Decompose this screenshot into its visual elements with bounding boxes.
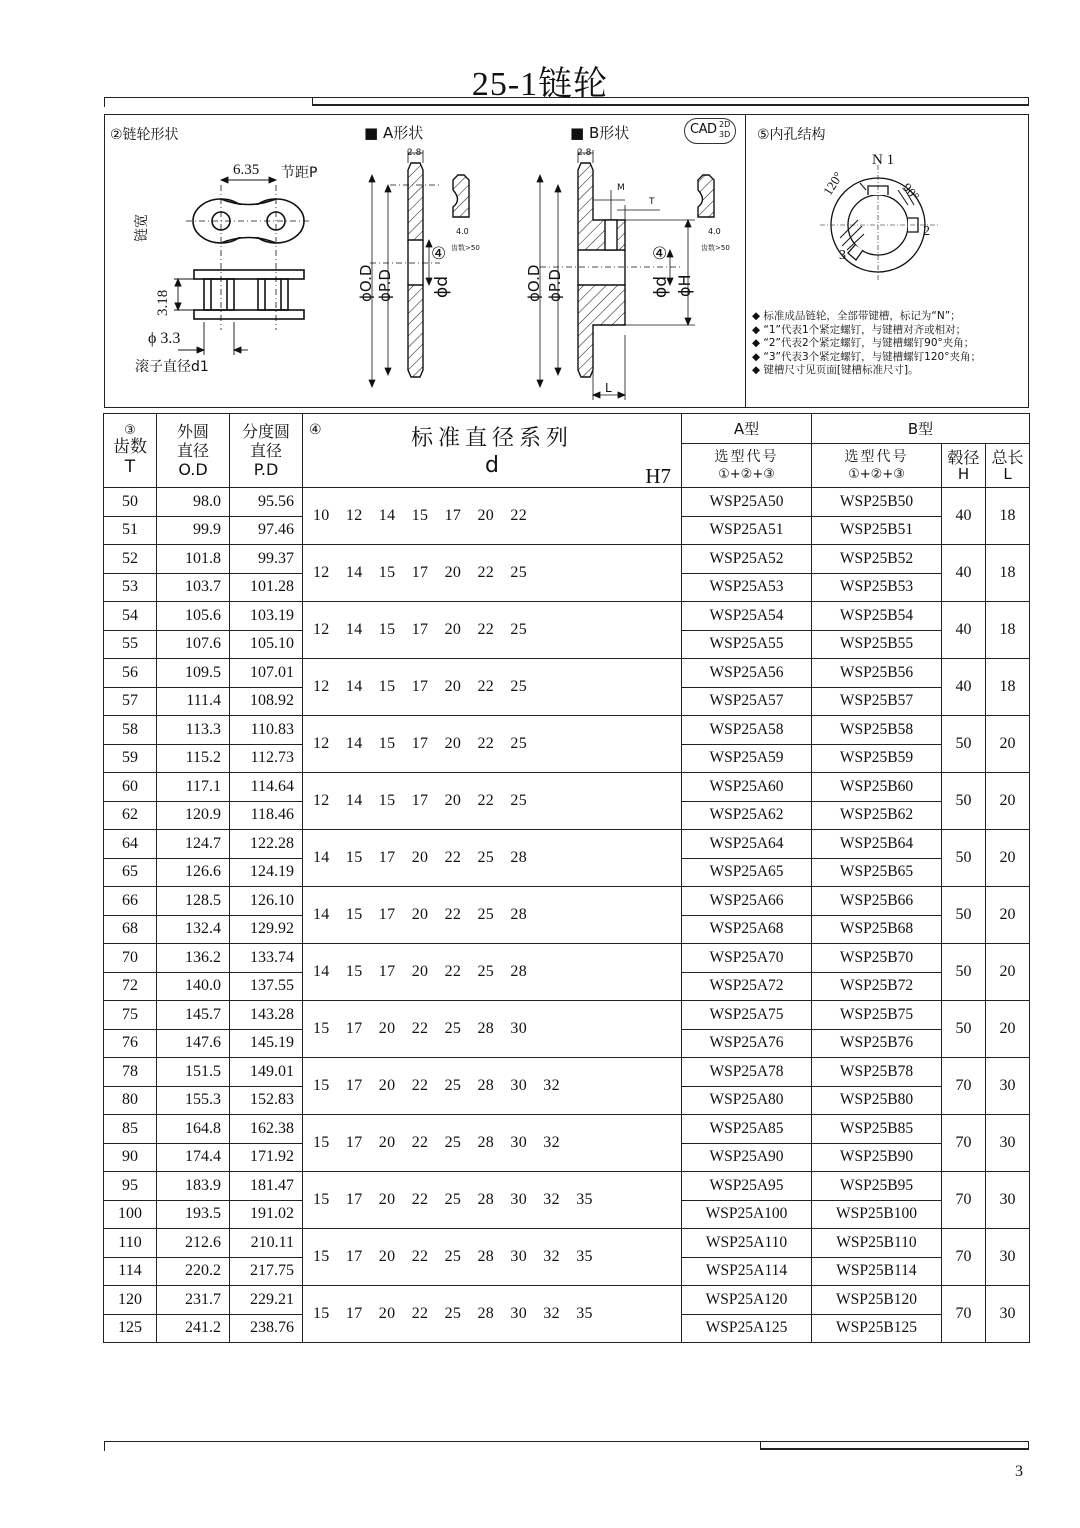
b-code-cell: WSP25B51 xyxy=(812,516,942,545)
page-number: 3 xyxy=(1015,1463,1023,1480)
bore-angle-120: 120° xyxy=(820,169,846,198)
bore-notes xyxy=(752,310,981,378)
roller-diameter-value: ϕ 3.3 xyxy=(148,330,181,347)
b-code-cell: WSP25B68 xyxy=(812,915,942,944)
pd-cell: 97.46 xyxy=(230,516,303,545)
pitch-value: 6.35 xyxy=(233,162,260,178)
a-code-cell: WSP25A114 xyxy=(682,1257,812,1286)
b-code-cell: WSP25B54 xyxy=(812,602,942,631)
pd-cell: 112.73 xyxy=(230,744,303,773)
cad-badge-3d: 3D xyxy=(719,130,731,139)
pd-cell: 229.21 xyxy=(230,1286,303,1315)
shape-b-l: L xyxy=(605,381,612,395)
a-code-cell: WSP25A125 xyxy=(682,1314,812,1343)
pd-cell: 126.10 xyxy=(230,887,303,916)
b-code-cell: WSP25B64 xyxy=(812,830,942,859)
chain-width-label: 链宽 xyxy=(134,214,150,242)
header-teeth-label: 齿数 xyxy=(113,437,147,457)
table-row xyxy=(104,944,1030,973)
od-cell: 103.7 xyxy=(157,573,230,602)
teeth-cell: 70 xyxy=(104,944,157,973)
od-cell: 212.6 xyxy=(157,1229,230,1258)
b-code-cell: WSP25B60 xyxy=(812,773,942,802)
header-a-code xyxy=(682,444,812,488)
od-cell: 140.0 xyxy=(157,972,230,1001)
teeth-cell: 68 xyxy=(104,915,157,944)
shape-a-bore: ϕd xyxy=(432,275,452,298)
table-row xyxy=(104,488,1030,517)
bore-series-cell: 12 14 15 17 20 22 25 xyxy=(303,716,682,773)
header-b-code-formula: ①+②+③ xyxy=(848,466,905,482)
table-row xyxy=(104,1001,1030,1030)
hub-cell: 50 xyxy=(942,1001,986,1058)
b-code-cell: WSP25B52 xyxy=(812,545,942,574)
b-code-cell: WSP25B85 xyxy=(812,1115,942,1144)
od-cell: 145.7 xyxy=(157,1001,230,1030)
length-cell: 18 xyxy=(986,602,1030,659)
table-row xyxy=(104,659,1030,688)
shape-b-tooth-note: 齿数>50 xyxy=(701,244,730,252)
pd-cell: 118.46 xyxy=(230,801,303,830)
length-cell: 18 xyxy=(986,545,1030,602)
section2-label: ②链轮形状 xyxy=(110,127,179,143)
shape-a-circle4: ④ xyxy=(431,244,447,264)
od-cell: 124.7 xyxy=(157,830,230,859)
a-code-cell: WSP25A78 xyxy=(682,1058,812,1087)
shape-a-label: ■ A形状 xyxy=(364,124,424,142)
shape-b-pd: ϕP.D xyxy=(546,269,564,302)
note-line: ◆ “1”代表1个紧定螺钉，与键槽对齐或相对； xyxy=(752,323,967,336)
header-od-sym: O.D xyxy=(178,460,208,479)
header-teeth xyxy=(104,414,157,488)
teeth-cell: 78 xyxy=(104,1058,157,1087)
b-code-cell: WSP25B70 xyxy=(812,944,942,973)
cad-badge-2d: 2D xyxy=(719,120,731,129)
a-code-cell: WSP25A64 xyxy=(682,830,812,859)
pd-cell: 107.01 xyxy=(230,659,303,688)
figure-panel-divider xyxy=(745,114,746,408)
pd-cell: 217.75 xyxy=(230,1257,303,1286)
b-code-cell: WSP25B65 xyxy=(812,858,942,887)
pd-cell: 110.83 xyxy=(230,716,303,745)
table-row xyxy=(104,887,1030,916)
teeth-cell: 59 xyxy=(104,744,157,773)
teeth-cell: 110 xyxy=(104,1229,157,1258)
shape-b-thickness: 2.8 xyxy=(577,148,592,158)
a-code-cell: WSP25A65 xyxy=(682,858,812,887)
od-cell: 126.6 xyxy=(157,858,230,887)
b-code-cell: WSP25B50 xyxy=(812,488,942,517)
pd-cell: 114.64 xyxy=(230,773,303,802)
b-code-cell: WSP25B120 xyxy=(812,1286,942,1315)
shape-b-bore: ϕd xyxy=(651,275,671,298)
od-cell: 111.4 xyxy=(157,687,230,716)
pd-cell: 122.28 xyxy=(230,830,303,859)
od-cell: 220.2 xyxy=(157,1257,230,1286)
length-cell: 20 xyxy=(986,887,1030,944)
a-code-cell: WSP25A100 xyxy=(682,1200,812,1229)
header-pd-sym: P.D xyxy=(253,460,279,479)
teeth-cell: 55 xyxy=(104,630,157,659)
pd-cell: 124.19 xyxy=(230,858,303,887)
hub-cell: 40 xyxy=(942,659,986,716)
bore-structure-drawing xyxy=(800,150,950,280)
length-cell: 30 xyxy=(986,1058,1030,1115)
header-len xyxy=(986,444,1030,488)
od-cell: 155.3 xyxy=(157,1086,230,1115)
page-title: 25-1链轮 xyxy=(471,66,609,103)
b-code-cell: WSP25B75 xyxy=(812,1001,942,1030)
hub-cell: 70 xyxy=(942,1115,986,1172)
a-code-cell: WSP25A52 xyxy=(682,545,812,574)
od-cell: 164.8 xyxy=(157,1115,230,1144)
length-cell: 20 xyxy=(986,716,1030,773)
teeth-cell: 72 xyxy=(104,972,157,1001)
length-cell: 18 xyxy=(986,659,1030,716)
cad-badge-text: CAD xyxy=(690,122,717,137)
bore-n2: 2 xyxy=(923,224,930,239)
a-code-cell: WSP25A110 xyxy=(682,1229,812,1258)
a-code-cell: WSP25A80 xyxy=(682,1086,812,1115)
a-code-cell: WSP25A85 xyxy=(682,1115,812,1144)
shape-b-circle4: ④ xyxy=(652,244,668,264)
b-code-cell: WSP25B90 xyxy=(812,1143,942,1172)
b-code-cell: WSP25B56 xyxy=(812,659,942,688)
table-row xyxy=(104,1115,1030,1144)
bore-series-cell: 15 17 20 22 25 28 30 32 xyxy=(303,1115,682,1172)
a-code-cell: WSP25A120 xyxy=(682,1286,812,1315)
od-cell: 151.5 xyxy=(157,1058,230,1087)
pd-cell: 133.74 xyxy=(230,944,303,973)
shape-a-od: ϕO.D xyxy=(357,264,375,302)
length-cell: 30 xyxy=(986,1172,1030,1229)
pd-cell: 99.37 xyxy=(230,545,303,574)
b-code-cell: WSP25B80 xyxy=(812,1086,942,1115)
od-cell: 136.2 xyxy=(157,944,230,973)
hub-cell: 40 xyxy=(942,602,986,659)
header-rule-tick xyxy=(104,97,105,107)
teeth-cell: 56 xyxy=(104,659,157,688)
roller-diameter-label: 滚子直径d1 xyxy=(135,359,209,375)
pd-cell: 101.28 xyxy=(230,573,303,602)
header-teeth-circle: ③ xyxy=(124,423,136,438)
pd-cell: 103.19 xyxy=(230,602,303,631)
bore-series-cell: 15 17 20 22 25 28 30 32 35 xyxy=(303,1286,682,1343)
hub-cell: 40 xyxy=(942,545,986,602)
header-bore xyxy=(303,414,682,488)
header-b-code-label: 选型代号 xyxy=(844,448,909,465)
teeth-cell: 75 xyxy=(104,1001,157,1030)
teeth-cell: 114 xyxy=(104,1257,157,1286)
a-code-cell: WSP25A57 xyxy=(682,687,812,716)
chain-width-value: 3.18 xyxy=(155,289,171,316)
table-row xyxy=(104,602,1030,631)
a-code-cell: WSP25A54 xyxy=(682,602,812,631)
shape-a-tooth-value: 4.0 xyxy=(456,227,469,236)
table-row xyxy=(104,545,1030,574)
teeth-cell: 60 xyxy=(104,773,157,802)
hub-cell: 50 xyxy=(942,773,986,830)
shape-b-label: ■ B形状 xyxy=(570,124,630,142)
od-cell: 105.6 xyxy=(157,602,230,631)
b-code-cell: WSP25B78 xyxy=(812,1058,942,1087)
sprocket-spec-table xyxy=(103,413,1030,1343)
teeth-cell: 58 xyxy=(104,716,157,745)
od-cell: 241.2 xyxy=(157,1314,230,1343)
footer-rule-bar xyxy=(760,1441,1029,1450)
a-code-cell: WSP25A72 xyxy=(682,972,812,1001)
shape-a-pd: ϕP.D xyxy=(376,269,394,302)
b-code-cell: WSP25B59 xyxy=(812,744,942,773)
b-code-cell: WSP25B72 xyxy=(812,972,942,1001)
od-cell: 113.3 xyxy=(157,716,230,745)
a-code-cell: WSP25A53 xyxy=(682,573,812,602)
footer-rule-tick xyxy=(104,1441,105,1451)
od-cell: 231.7 xyxy=(157,1286,230,1315)
teeth-cell: 57 xyxy=(104,687,157,716)
header-od xyxy=(157,414,230,488)
bore-series-cell: 12 14 15 17 20 22 25 xyxy=(303,602,682,659)
note-line: ◆ 键槽尺寸见页面[键槽标准尺寸]。 xyxy=(752,364,919,376)
header-hub-label: 毂径 xyxy=(947,447,980,467)
shape-a-thickness: 2.8 xyxy=(407,148,422,158)
section5-label: ⑤内孔结构 xyxy=(757,127,826,143)
length-cell: 20 xyxy=(986,944,1030,1001)
header-bore-label: 标准直径系列 xyxy=(410,425,573,451)
teeth-cell: 64 xyxy=(104,830,157,859)
a-code-cell: WSP25A60 xyxy=(682,773,812,802)
teeth-cell: 53 xyxy=(104,573,157,602)
bore-n1: N 1 xyxy=(872,152,895,168)
shape-b-m: M xyxy=(617,183,625,193)
teeth-cell: 95 xyxy=(104,1172,157,1201)
a-code-cell: WSP25A59 xyxy=(682,744,812,773)
teeth-cell: 80 xyxy=(104,1086,157,1115)
od-cell: 98.0 xyxy=(157,488,230,517)
shape-b-od: ϕO.D xyxy=(525,264,543,302)
table-row xyxy=(104,830,1030,859)
a-code-cell: WSP25A62 xyxy=(682,801,812,830)
teeth-cell: 62 xyxy=(104,801,157,830)
header-len-label: 总长 xyxy=(991,447,1024,467)
a-code-cell: WSP25A90 xyxy=(682,1143,812,1172)
od-cell: 109.5 xyxy=(157,659,230,688)
b-code-cell: WSP25B58 xyxy=(812,716,942,745)
spec-table-body xyxy=(104,488,1030,1343)
a-code-cell: WSP25A58 xyxy=(682,716,812,745)
a-code-cell: WSP25A56 xyxy=(682,659,812,688)
header-bore-sym: d xyxy=(485,452,499,478)
od-cell: 128.5 xyxy=(157,887,230,916)
bore-series-cell: 12 14 15 17 20 22 25 xyxy=(303,659,682,716)
pd-cell: 238.76 xyxy=(230,1314,303,1343)
a-code-cell: WSP25A75 xyxy=(682,1001,812,1030)
header-pd-line2: 直径 xyxy=(249,441,282,460)
header-b-code xyxy=(812,444,942,488)
od-cell: 115.2 xyxy=(157,744,230,773)
pitch-label: 节距P xyxy=(281,165,318,181)
od-cell: 183.9 xyxy=(157,1172,230,1201)
table-row xyxy=(104,1286,1030,1315)
note-line: ◆ “3”代表3个紧定螺钉，与键槽螺钉120°夹角； xyxy=(752,350,981,363)
hub-cell: 70 xyxy=(942,1058,986,1115)
od-cell: 101.8 xyxy=(157,545,230,574)
cad-badge xyxy=(684,118,736,144)
pd-cell: 95.56 xyxy=(230,488,303,517)
pd-cell: 108.92 xyxy=(230,687,303,716)
b-code-cell: WSP25B110 xyxy=(812,1229,942,1258)
a-code-cell: WSP25A50 xyxy=(682,488,812,517)
bore-n3: 3 xyxy=(839,248,846,263)
header-hub-sym: H xyxy=(957,464,970,483)
a-code-cell: WSP25A66 xyxy=(682,887,812,916)
od-cell: 174.4 xyxy=(157,1143,230,1172)
shape-b-t: T xyxy=(649,197,655,207)
pd-cell: 171.92 xyxy=(230,1143,303,1172)
a-code-cell: WSP25A70 xyxy=(682,944,812,973)
pd-cell: 143.28 xyxy=(230,1001,303,1030)
od-cell: 132.4 xyxy=(157,915,230,944)
header-a-code-label: 选型代号 xyxy=(714,448,779,465)
note-line: ◆ “2”代表2个紧定螺钉，与键槽螺钉90°夹角； xyxy=(752,337,975,349)
header-a-type: A型 xyxy=(682,414,812,444)
note-line: ◆ 标准成品链轮，全部带键槽，标记为“N”； xyxy=(752,310,961,322)
a-code-cell: WSP25A76 xyxy=(682,1029,812,1058)
od-cell: 107.6 xyxy=(157,630,230,659)
teeth-cell: 85 xyxy=(104,1115,157,1144)
header-b-type: B型 xyxy=(812,414,1030,444)
b-code-cell: WSP25B95 xyxy=(812,1172,942,1201)
bore-series-cell: 14 15 17 20 22 25 28 xyxy=(303,944,682,1001)
od-cell: 120.9 xyxy=(157,801,230,830)
b-code-cell: WSP25B66 xyxy=(812,887,942,916)
pd-cell: 129.92 xyxy=(230,915,303,944)
b-code-cell: WSP25B114 xyxy=(812,1257,942,1286)
teeth-cell: 66 xyxy=(104,887,157,916)
od-cell: 99.9 xyxy=(157,516,230,545)
header-od-line2: 直径 xyxy=(176,441,209,460)
teeth-cell: 52 xyxy=(104,545,157,574)
pd-cell: 137.55 xyxy=(230,972,303,1001)
b-code-cell: WSP25B55 xyxy=(812,630,942,659)
header-len-sym: L xyxy=(1003,464,1012,483)
b-code-cell: WSP25B53 xyxy=(812,573,942,602)
hub-cell: 70 xyxy=(942,1286,986,1343)
teeth-cell: 120 xyxy=(104,1286,157,1315)
hub-cell: 70 xyxy=(942,1172,986,1229)
bore-series-cell: 14 15 17 20 22 25 28 xyxy=(303,887,682,944)
table-row xyxy=(104,1172,1030,1201)
bore-series-cell: 10 12 14 15 17 20 22 xyxy=(303,488,682,545)
bore-angle-90: 90° xyxy=(899,180,923,204)
shape-b-tooth-value: 4.0 xyxy=(708,227,721,236)
b-code-cell: WSP25B57 xyxy=(812,687,942,716)
header-bore-circle: ④ xyxy=(309,422,322,438)
b-code-cell: WSP25B62 xyxy=(812,801,942,830)
od-cell: 193.5 xyxy=(157,1200,230,1229)
hub-cell: 70 xyxy=(942,1229,986,1286)
a-code-cell: WSP25A68 xyxy=(682,915,812,944)
length-cell: 30 xyxy=(986,1229,1030,1286)
length-cell: 20 xyxy=(986,830,1030,887)
header-od-line1: 外圆 xyxy=(176,422,209,441)
teeth-cell: 65 xyxy=(104,858,157,887)
hub-cell: 50 xyxy=(942,944,986,1001)
a-code-cell: WSP25A55 xyxy=(682,630,812,659)
length-cell: 18 xyxy=(986,488,1030,545)
pd-cell: 162.38 xyxy=(230,1115,303,1144)
header-teeth-sym: T xyxy=(124,457,136,477)
shape-b-hub: ϕH xyxy=(675,274,694,297)
length-cell: 30 xyxy=(986,1115,1030,1172)
table-row xyxy=(104,1229,1030,1258)
header-pd xyxy=(230,414,303,488)
teeth-cell: 50 xyxy=(104,488,157,517)
bore-series-cell: 12 14 15 17 20 22 25 xyxy=(303,545,682,602)
pd-cell: 210.11 xyxy=(230,1229,303,1258)
bore-series-cell: 15 17 20 22 25 28 30 32 35 xyxy=(303,1229,682,1286)
teeth-cell: 90 xyxy=(104,1143,157,1172)
od-cell: 147.6 xyxy=(157,1029,230,1058)
header-rule-bar xyxy=(312,97,1029,106)
a-code-cell: WSP25A95 xyxy=(682,1172,812,1201)
header-bore-tol: H7 xyxy=(645,464,671,488)
teeth-cell: 76 xyxy=(104,1029,157,1058)
bore-series-cell: 15 17 20 22 25 28 30 32 35 xyxy=(303,1172,682,1229)
teeth-cell: 51 xyxy=(104,516,157,545)
od-cell: 117.1 xyxy=(157,773,230,802)
length-cell: 30 xyxy=(986,1286,1030,1343)
b-code-cell: WSP25B125 xyxy=(812,1314,942,1343)
teeth-cell: 54 xyxy=(104,602,157,631)
bore-series-cell: 15 17 20 22 25 28 30 32 xyxy=(303,1058,682,1115)
bore-series-cell: 14 15 17 20 22 25 28 xyxy=(303,830,682,887)
pd-cell: 191.02 xyxy=(230,1200,303,1229)
b-code-cell: WSP25B100 xyxy=(812,1200,942,1229)
header-a-code-formula: ①+②+③ xyxy=(718,466,775,482)
shape-a-tooth-note: 齿数>50 xyxy=(451,244,480,252)
teeth-cell: 125 xyxy=(104,1314,157,1343)
hub-cell: 50 xyxy=(942,830,986,887)
table-row xyxy=(104,716,1030,745)
pd-cell: 181.47 xyxy=(230,1172,303,1201)
header-pd-line1: 分度圆 xyxy=(241,422,290,441)
bore-series-cell: 15 17 20 22 25 28 30 xyxy=(303,1001,682,1058)
pd-cell: 105.10 xyxy=(230,630,303,659)
teeth-cell: 100 xyxy=(104,1200,157,1229)
hub-cell: 50 xyxy=(942,887,986,944)
hub-cell: 50 xyxy=(942,716,986,773)
bore-series-cell: 12 14 15 17 20 22 25 xyxy=(303,773,682,830)
b-code-cell: WSP25B76 xyxy=(812,1029,942,1058)
pd-cell: 149.01 xyxy=(230,1058,303,1087)
table-row xyxy=(104,1058,1030,1087)
pd-cell: 152.83 xyxy=(230,1086,303,1115)
table-row xyxy=(104,773,1030,802)
chain-link-drawing xyxy=(108,150,328,390)
a-code-cell: WSP25A51 xyxy=(682,516,812,545)
hub-cell: 40 xyxy=(942,488,986,545)
pd-cell: 145.19 xyxy=(230,1029,303,1058)
length-cell: 20 xyxy=(986,773,1030,830)
header-hub xyxy=(942,444,986,488)
length-cell: 20 xyxy=(986,1001,1030,1058)
